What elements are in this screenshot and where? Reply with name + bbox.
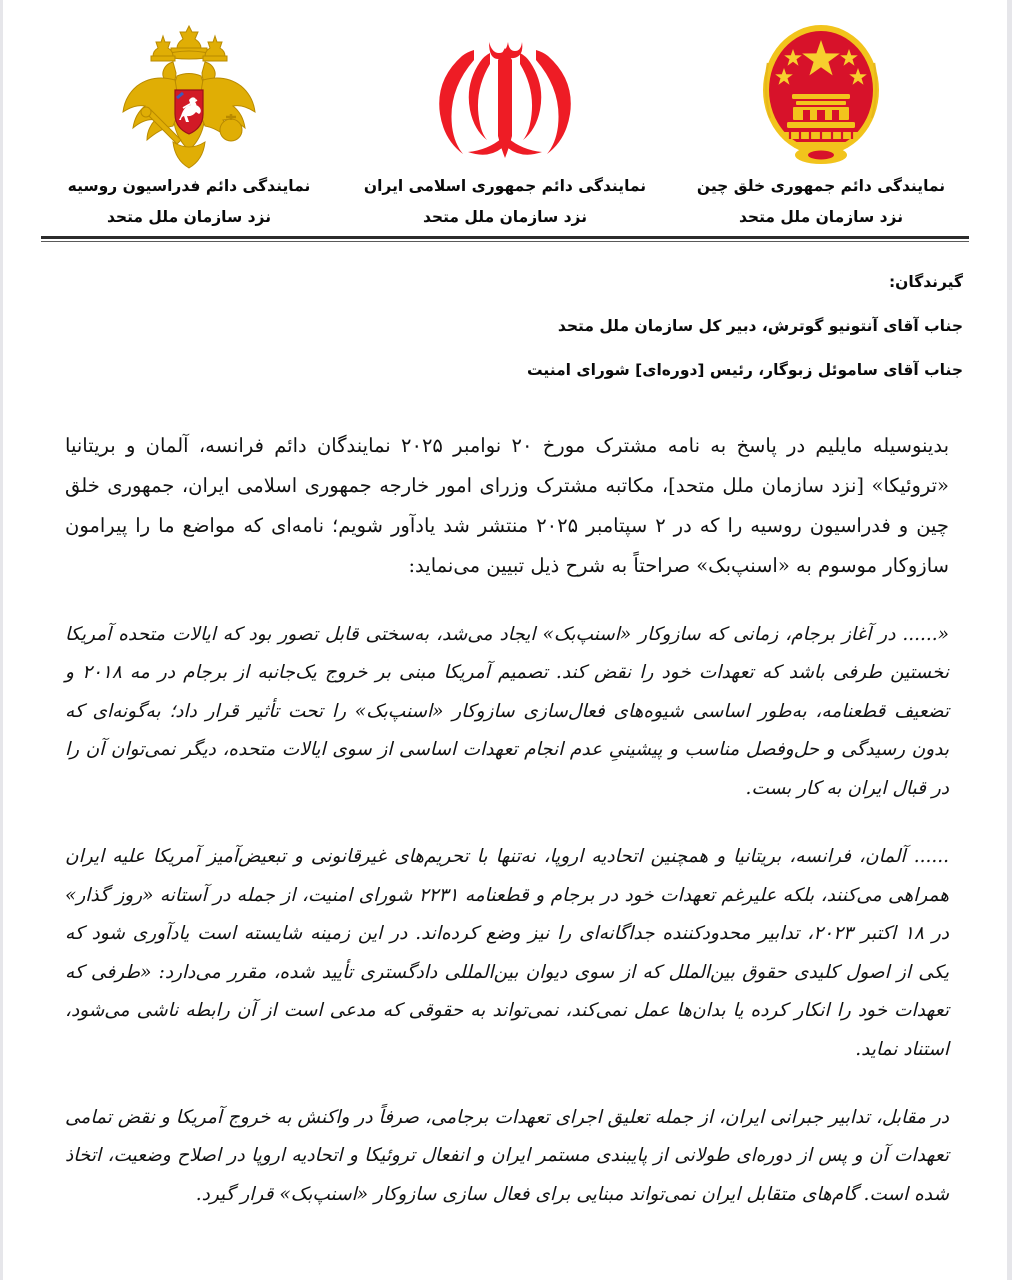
mission-caption-china-line2: نزد سازمان ملل متحد: [738, 208, 904, 227]
mission-block-china: [671, 16, 971, 226]
letter-body: [65, 426, 949, 1214]
divider-thick-line: [41, 236, 969, 239]
body-paragraph-2: «...... در آغاز برجام، زمانی که سازوکار «اسنپ‌بک» ایجاد می‌شد، به‌سختی قابل تصور بود که ایالات متحده آمریکا نخستین طرفی باشد که تعهدات خود را نقض کند. تصمیم آمریکا مبنی بر خروج یک‌جانبه از برجام در مه ۲۰۱۸ و تضعیف قطعنامه، به‌طور اساسی شیوه‌های فعال‌سازی سازوکار «اسنپ‌بک» را تحت تأثیر قرار داد؛ به‌گونه‌ای که بدون رسیدگی و حل‌وفصل مناسب و پیشینیِ عدم انجام تعهدات اساسی از سوی ایالات متحده، دیگر نمی‌توان آن را در قبال ایران به کار بست.: [65, 623, 949, 799]
recipients-block: [47, 272, 963, 380]
recipient-secretary-general: جناب آقای آنتونیو گوترش، دبیر کل سازمان ملل متحد: [557, 316, 963, 335]
iran-national-emblem: [430, 16, 580, 178]
mission-caption-russia: [68, 178, 311, 226]
body-paragraph-4: در مقابل، تدابیر جبرانی ایران، از جمله تعلیق اجرای تعهدات برجامی، صرفاً در واکنش به خروج آمریکا و نقض تمامی تعهدات آن و پس از دوره‌ای طولانی از پایبندی مستمر ایران و انفعال تروئیکا و اتحادیه اروپا در اصلاح وضعیت، اتخاذ شده است. گام‌های متقابل ایران نمی‌تواند مبنایی برای فعال سازی سازوکار «اسنپ‌بک» قرار گیرد.: [65, 1106, 949, 1205]
letterhead: [3, 0, 1007, 226]
recipient-security-council-president: جناب آقای ساموئل زبوگار، رئیس [دوره‌ای] شورای امنیت: [527, 360, 963, 379]
mission-caption-iran-line2: نزد سازمان ملل متحد: [422, 208, 588, 227]
russia-national-emblem: [113, 16, 265, 178]
mission-caption-iran: [364, 178, 646, 226]
body-paragraph-3: ...... آلمان، فرانسه، بریتانیا و همچنین اتحادیه اروپا، نه‌تنها با تحریم‌های غیرقانونی و تبعیض‌آمیز آمریکا علیه ایران همراهی می‌کنند، بلکه علیرغم تعهدات خود در برجام و قطعنامه ۲۲۳۱ شورای امنیت، از جمله در آستانه «روز گذار» در ۱۸ اکتبر ۲۰۲۳، تدابیر محدودکننده جداگانه‌ای را نیز وضع کرده‌اند. در این زمینه شایسته است یادآوری شود که یکی از اصول کلیدی حقوق بین‌الملل که از سوی دیوان بین‌المللی دادگستری تأیید شده، مقرر می‌دارد: «طرفی که تعهدات خود را انکار کرده یا بدان‌ها عمل نمی‌کند، نمی‌تواند به حقوقی که مدعی است از آن رابطه ناشی می‌شود، استناد نماید.: [65, 846, 949, 1060]
mission-block-iran: [355, 16, 655, 226]
mission-caption-china: [697, 178, 945, 226]
mission-caption-russia-line2: نزد سازمان ملل متحد: [106, 208, 272, 227]
mission-block-russia: [39, 16, 339, 226]
mission-caption-russia-line1: نمایندگی دائم فدراسیون روسیه: [67, 177, 311, 195]
mission-caption-china-line1: نمایندگی دائم جمهوری خلق چین: [696, 177, 946, 195]
divider-thin-line: [41, 241, 969, 242]
body-paragraph-1: بدینوسیله مایلیم در پاسخ به نامه مشترک مورخ ۲۰ نوامبر ۲۰۲۵ نمایندگان دائم فرانسه، آلمان و بریتانیا «تروئیکا» [نزد سازمان ملل متحد]، مکاتبه مشترک وزرای امور خارجه جمهوری اسلامی ایران، جمهوری خلق چین و فدراسیون روسیه را که در ۲ سپتامبر ۲۰۲۵ منتشر شد یادآور شویم؛ نامه‌ای که مواضع ما را پیرامون سازوکار موسوم به «اسنپ‌بک» صراحتاً به شرح ذیل تبیین می‌نماید:: [65, 433, 949, 577]
recipients-heading: گیرندگان:: [888, 272, 963, 291]
header-divider: [41, 236, 969, 242]
china-national-emblem: [746, 16, 896, 178]
mission-caption-iran-line1: نمایندگی دائم جمهوری اسلامی ایران: [363, 177, 647, 195]
